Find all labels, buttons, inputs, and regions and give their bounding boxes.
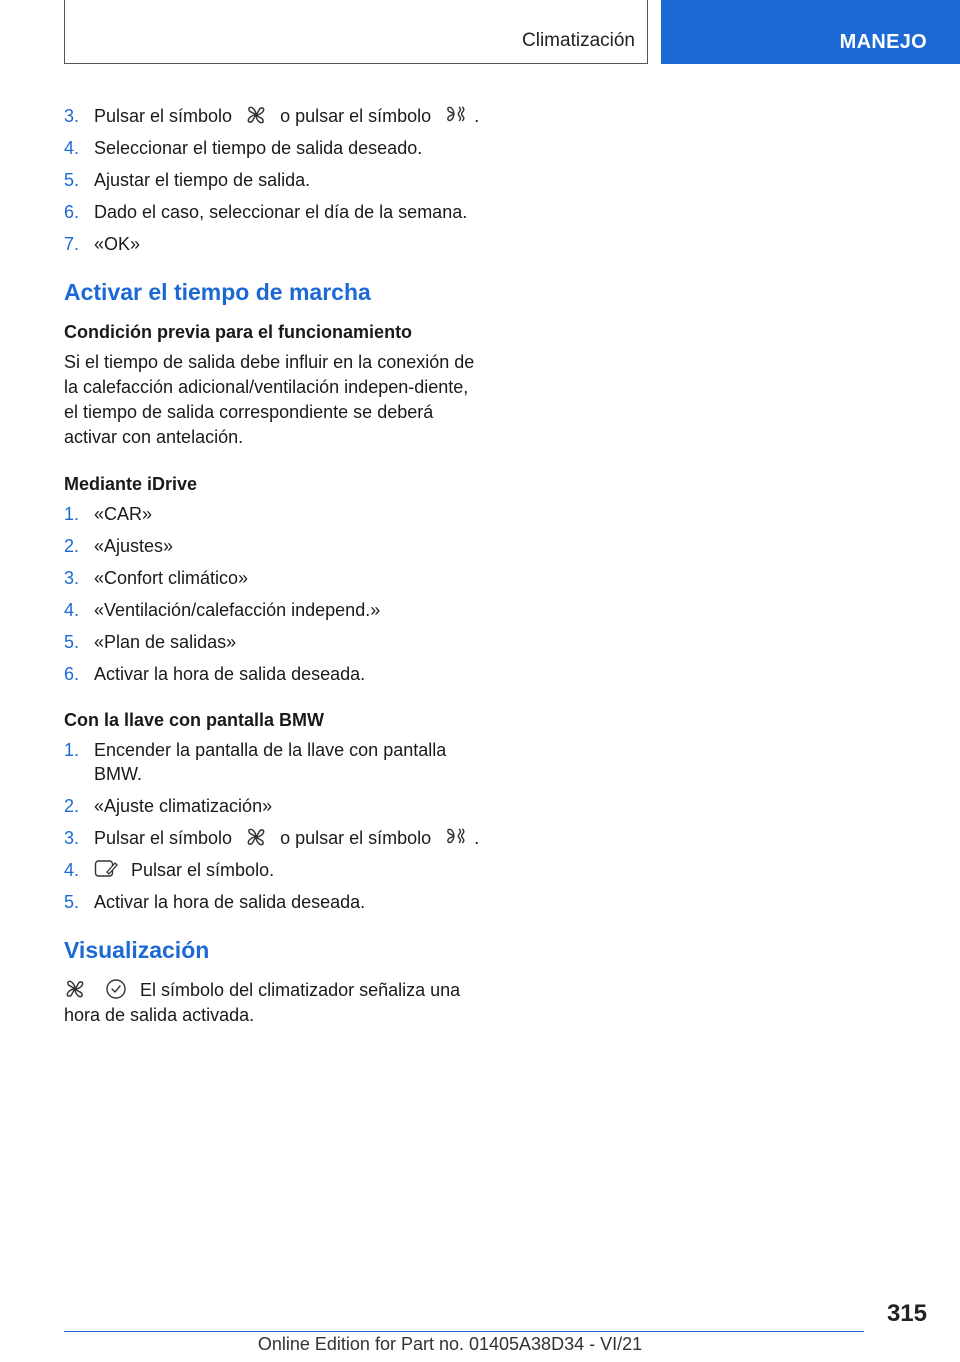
list-item [64,890,484,914]
step-text: Pulsar el símbolo [94,828,233,848]
step-text: «Ajuste climatización» [94,796,273,816]
step-text: Activar la hora de salida deseada. [94,664,366,684]
page-number: 315 [886,1300,927,1327]
step-text: . [474,828,480,848]
list-item [64,200,484,224]
step-number: 6. [64,202,80,222]
fan-icon [64,978,86,1000]
edit-icon [94,858,118,880]
precondition-heading: Condición previa para el funcionamiento [64,322,413,342]
step-text: Pulsar el símbolo. [131,860,275,880]
list-item [64,502,484,526]
section-title: Climatización [522,30,635,51]
idrive-steps-list [64,502,484,686]
step-text: o pulsar el símbolo [280,828,432,848]
list-item [64,566,484,590]
list-item [64,168,484,192]
step-number: 5. [64,170,80,190]
step-text: o pulsar el símbolo [280,106,432,126]
section-heading-display: Visualización [64,937,210,963]
list-item [64,858,484,882]
top-steps-list [64,104,484,256]
step-number: 4. [64,600,80,620]
step-number: 4. [64,860,80,880]
step-number: 1. [64,504,80,524]
step-text: «Ajustes» [94,536,174,556]
section-heading-activate: Activar el tiempo de marcha [64,279,371,305]
step-text: Encender la pantalla de la llave con pantalla BMW. [94,740,447,784]
footer-edition [0,1334,960,1355]
footer-edition-text: Online Edition for Part no. 01405A38D34 - VI/21 [257,1334,643,1354]
chapter-tab-label: MANEJO [839,31,927,53]
list-item [64,630,484,654]
step-number: 3. [64,106,80,126]
step-text: «Plan de salidas» [94,632,237,652]
step-number: 6. [64,664,80,684]
step-text: «Confort climático» [94,568,249,588]
fan-icon [245,826,267,848]
key-steps-list [64,738,484,914]
list-item [64,232,484,256]
step-number: 3. [64,828,80,848]
heating-fan-icon [444,104,466,126]
list-item [64,826,484,850]
idrive-heading: Mediante iDrive [64,474,198,494]
list-item [64,534,484,558]
step-number: 5. [64,892,80,912]
heating-fan-icon [444,826,466,848]
step-text: «Ventilación/calefacción independ.» [94,600,381,620]
step-text: «CAR» [94,504,153,524]
step-number: 3. [64,568,80,588]
list-item [64,136,484,160]
fan-icon [245,104,267,126]
step-text: Ajustar el tiempo de salida. [94,170,311,190]
display-text: El símbolo del climatizador señaliza una hora de salida activada. [64,980,461,1025]
chapter-tab[interactable] [661,0,960,64]
step-text: Activar la hora de salida deseada. [94,892,366,912]
list-item [64,738,484,786]
list-item [64,598,484,622]
list-item [64,662,484,686]
step-text: Seleccionar el tiempo de salida deseado. [94,138,423,158]
step-text: «OK» [94,234,141,254]
list-item [64,104,484,128]
step-number: 1. [64,740,80,760]
header-frame [64,0,648,64]
key-heading: Con la llave con pantalla BMW [64,710,325,730]
step-number: 2. [64,796,80,816]
clock-icon [105,978,127,1000]
display-text-block [64,978,484,1028]
step-text: Pulsar el símbolo [94,106,233,126]
precondition-text: Si el tiempo de salida debe influir en la conexión de la calefacción adicional/ventilación indepen‐diente, el tiempo de salida correspondiente se deberá activar con antelación. [64,352,475,447]
step-text: . [474,106,480,126]
step-number: 4. [64,138,80,158]
step-text: Dado el caso, seleccionar el día de la semana. [94,202,468,222]
page-content [64,104,484,1038]
step-number: 5. [64,632,80,652]
footer-divider [64,1331,864,1332]
list-item [64,794,484,818]
step-number: 7. [64,234,80,254]
step-number: 2. [64,536,80,556]
